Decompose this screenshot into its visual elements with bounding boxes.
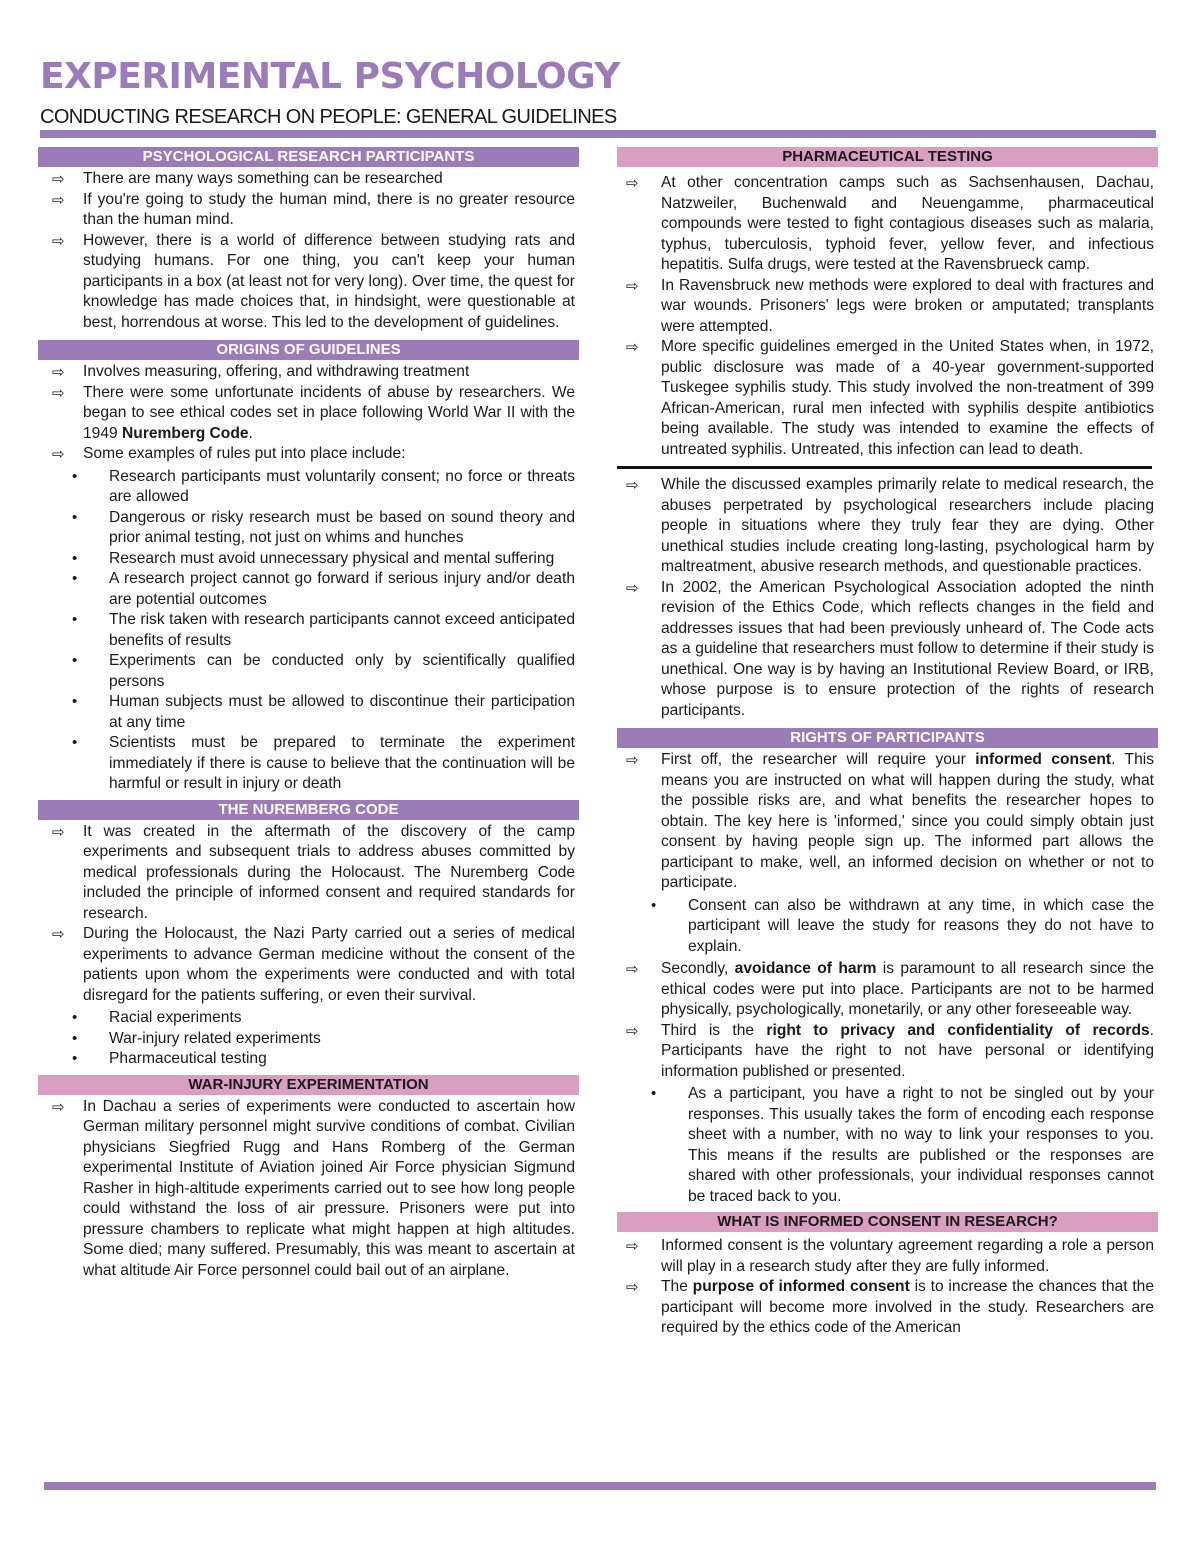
experiment-types-list xyxy=(38,1008,579,1070)
item-text: In 2002, the American Psychological Association adopted the ninth revision of the Ethics Code, which reflects changes in the field and addresses issues that had been previously unheard of. The Code acts as a guideline that researchers must follow to determine if their study is unethical. One way is by having an Institutional Review Board, or IRB, whose purpose is to ensure protection of the rights of research participants. xyxy=(661,578,1154,719)
item-text: Secondly, xyxy=(661,960,735,977)
item-text: However, there is a world of difference between studying rats and studying humans. For one thing, you can't keep your human participants in a box (at least not for very long). Over time, the quest for knowledge has made choices that, in hindsight, were questionable at best, horrendous at worse. This led to the development of guidelines. xyxy=(83,231,575,331)
section-heading-participants: PSYCHOLOGICAL RESEARCH PARTICIPANTS xyxy=(38,147,579,167)
list-item xyxy=(38,362,579,383)
arrow-icon: ⇨ xyxy=(52,445,65,463)
arrow-icon: ⇨ xyxy=(626,578,639,597)
item-text: is to increase the chances that the participant will become more involved in the study. Researchers are required by the ethics code of the American xyxy=(661,1278,1154,1336)
informed-consent-list xyxy=(617,1236,1158,1339)
section-divider xyxy=(617,466,1152,469)
bullet-item: • Human subjects must be allowed to discontinue their participation at any time xyxy=(38,692,579,733)
bullet-item: • War-injury related experiments xyxy=(38,1029,579,1050)
list-item xyxy=(617,1236,1158,1277)
section-heading-pharma: PHARMACEUTICAL TESTING xyxy=(617,147,1158,167)
list-item xyxy=(617,578,1158,722)
bullet-item: • Scientists must be prepared to terminate the experiment immediately if there is cause to believe that the continuation will be harmful or result in injury or death xyxy=(38,733,579,795)
bullet-item: • Experiments can be conducted only by scientifically qualified persons xyxy=(38,651,579,692)
item-text: While the discussed examples primarily relate to medical research, the abuses perpetrated by psychological researchers include placing people in situations where they truly fear they are dying. Other unethical studies include creating long-lasting, psychological harm by maltreatment, abusive research methods, and questionable practices. xyxy=(661,476,1154,575)
arrow-icon: ⇨ xyxy=(52,925,65,943)
section-heading-nuremberg: THE NUREMBERG CODE xyxy=(38,800,579,820)
arrow-icon: ⇨ xyxy=(52,231,65,250)
arrow-icon: ⇨ xyxy=(626,1237,639,1255)
left-column xyxy=(38,147,579,1283)
page-subtitle: CONDUCTING RESEARCH ON PEOPLE: GENERAL GUIDELINES xyxy=(40,106,617,128)
bold-term: informed consent xyxy=(975,751,1112,768)
list-item xyxy=(38,383,579,445)
item-text: . Participants have the right to not have personal or identifying information published or presented. xyxy=(661,1021,1154,1080)
arrow-icon: ⇨ xyxy=(626,1278,639,1296)
section-heading-war-injury: WAR-INJURY EXPERIMENTATION xyxy=(38,1075,579,1095)
arrow-icon: ⇨ xyxy=(626,1021,639,1040)
item-text: The xyxy=(661,1278,693,1295)
bold-term: Nuremberg Code xyxy=(122,424,249,442)
arrow-icon: ⇨ xyxy=(52,1097,65,1116)
section-heading-origins: ORIGINS OF GUIDELINES xyxy=(38,340,579,360)
nuremberg-list xyxy=(38,822,579,1007)
list-item xyxy=(38,822,579,925)
origins-list xyxy=(38,362,579,465)
item-text: Involves measuring, offering, and withdrawing treatment xyxy=(83,363,470,380)
arrow-icon: ⇨ xyxy=(52,363,65,381)
item-text: It was created in the aftermath of the discovery of the camp experiments and subsequent trials to address abuses committed by medical professionals during the Holocaust. The Nuremberg Code included the principle of informed consent and required standards for research. xyxy=(83,822,575,922)
arrow-icon: ⇨ xyxy=(626,276,639,295)
item-text: In Ravensbruck new methods were explored to deal with fractures and war wounds. Prisoners' legs were broken or amputated; transplants were attempted. xyxy=(661,276,1154,335)
war-injury-list xyxy=(38,1097,579,1282)
list-item xyxy=(38,190,579,231)
arrow-icon: ⇨ xyxy=(626,960,639,978)
pharma-list-continued xyxy=(617,475,1158,721)
list-item xyxy=(617,276,1158,338)
item-text: In Dachau a series of experiments were conducted to ascertain how German military personnel might survive conditions of combat. Civilian physicians Siegfried Rugg and Hans Romberg of the German experimental Institute of Aviation joined Air Force physician Sigmund Rasher in high-altitude experiments carried out to see how long people could withstand the loss of air pressure. Prisoners were put into pressure chambers to replicate what might happen at high altitudes. Some died; many suffered. Presumably, this was meant to ascertain at what altitude Air Force personnel could bail out of an airplane. xyxy=(83,1097,575,1279)
arrow-icon: ⇨ xyxy=(52,170,65,188)
arrow-icon: ⇨ xyxy=(52,383,65,402)
rights-sublist-1 xyxy=(617,896,1158,958)
bullet-item: • The risk taken with research participants cannot exceed anticipated benefits of results xyxy=(38,610,579,651)
bold-term: avoidance of harm xyxy=(734,960,877,977)
list-item xyxy=(617,959,1158,1021)
item-text: More specific guidelines emerged in the United States when, in 1972, public disclosure was made of a 40-year government-supported Tuskegee syphilis study. This study involved the non-treatment of 399 African-American, rural men infected with syphilis despite antibiotics being available. The study was intended to examine the effects of untreated syphilis. Untreated, this infection can lead to death. xyxy=(661,338,1154,458)
item-text: Some examples of rules put into place include: xyxy=(83,445,406,462)
bullet-item: • Consent can also be withdrawn at any time, in which case the participant will leave the study for reasons they do not have to explain. xyxy=(617,896,1158,958)
list-item xyxy=(38,444,579,465)
section-heading-informed-consent: WHAT IS INFORMED CONSENT IN RESEARCH? xyxy=(617,1212,1158,1232)
item-text: During the Holocaust, the Nazi Party carried out a series of medical experiments to advance German medicine without the consent of the patients upon whom the experiments were conducted and with total disregard for the patients suffering, or even their survival. xyxy=(83,925,575,1004)
bullet-item: • As a participant, you have a right to not be singled out by your responses. This usually takes the form of encoding each response sheet with a number, with no way to link your responses to you. This means if the results are published or the responses are shared with other professionals, your individual responses cannot be traced back to you. xyxy=(617,1084,1158,1207)
list-item xyxy=(38,924,579,1006)
arrow-icon: ⇨ xyxy=(626,174,639,192)
bullet-item: • Research must avoid unnecessary physical and mental suffering xyxy=(38,549,579,570)
list-item xyxy=(617,750,1158,894)
item-text: There were some unfortunate incidents of abuse by researchers. We began to see ethical codes set in place following World War II with the 1949 xyxy=(83,383,575,442)
arrow-icon: ⇨ xyxy=(626,338,639,356)
item-text: . This means you are instructed on what will happen during the study, what the possible risks are, and what benefits the researcher hopes to obtain. The key here is 'informed,' since you could simply obtain just consent by having people sign up. The informed part allows the participant to make, well, an informed decision on whether or not to participate. xyxy=(661,751,1154,891)
item-text: At other concentration camps such as Sachsenhausen, Dachau, Natzweiler, Buchenwald and Neuengamme, pharmaceutical compounds were tested to fight contagious diseases such as malaria, typhus, tuberculosis, typhoid fever, yellow fever, and infectious hepatitis. Sulfa drugs, were tested at the Ravensbrueck camp. xyxy=(661,174,1154,273)
bullet-item: • Pharmaceutical testing xyxy=(38,1049,579,1070)
list-item xyxy=(617,475,1158,578)
rights-sublist-2 xyxy=(617,1084,1158,1207)
top-rule xyxy=(40,130,1156,138)
bullet-item: • Research participants must voluntarily consent; no force or threats are allowed xyxy=(38,467,579,508)
bold-term: right to privacy and confidentiality of records xyxy=(766,1021,1150,1039)
list-item xyxy=(38,231,579,334)
item-text: Informed consent is the voluntary agreement regarding a role a person will play in a research study after they are fully informed. xyxy=(661,1237,1154,1275)
arrow-icon: ⇨ xyxy=(626,751,639,769)
item-text: First off, the researcher will require your xyxy=(661,751,976,768)
rights-list-1 xyxy=(617,750,1158,894)
item-text: Third is the xyxy=(661,1021,767,1039)
item-text: If you're going to study the human mind, there is no greater resource than the human mind. xyxy=(83,190,575,228)
bullet-item: • Dangerous or risky research must be based on sound theory and prior animal testing, not just on whims and hunches xyxy=(38,508,579,549)
bullet-item: • Racial experiments xyxy=(38,1008,579,1029)
page-title: EXPERIMENTAL PSYCHOLOGY xyxy=(40,56,620,97)
arrow-icon: ⇨ xyxy=(626,476,639,494)
bottom-rule xyxy=(44,1482,1156,1490)
list-item xyxy=(38,169,579,190)
section-heading-rights: RIGHTS OF PARTICIPANTS xyxy=(617,728,1158,748)
item-text: . xyxy=(248,424,253,442)
list-item xyxy=(38,1097,579,1282)
list-item xyxy=(617,1277,1158,1339)
arrow-icon: ⇨ xyxy=(52,822,65,841)
arrow-icon: ⇨ xyxy=(52,190,65,209)
rules-list xyxy=(38,467,579,795)
list-item xyxy=(617,1021,1158,1083)
right-column xyxy=(617,147,1158,1341)
rights-list-2 xyxy=(617,959,1158,1082)
participants-list xyxy=(38,169,579,333)
item-text: is paramount to all research since the ethical codes were put into place. Participants are not to be harmed physically, psychologically, monetarily, or any other foreseeable way. xyxy=(661,960,1154,1018)
list-item xyxy=(617,173,1158,276)
pharma-list xyxy=(617,173,1158,460)
bold-term: purpose of informed consent xyxy=(692,1278,910,1295)
list-item xyxy=(617,337,1158,460)
item-text: There are many ways something can be researched xyxy=(83,170,443,187)
bullet-item: • A research project cannot go forward if serious injury and/or death are potential outcomes xyxy=(38,569,579,610)
